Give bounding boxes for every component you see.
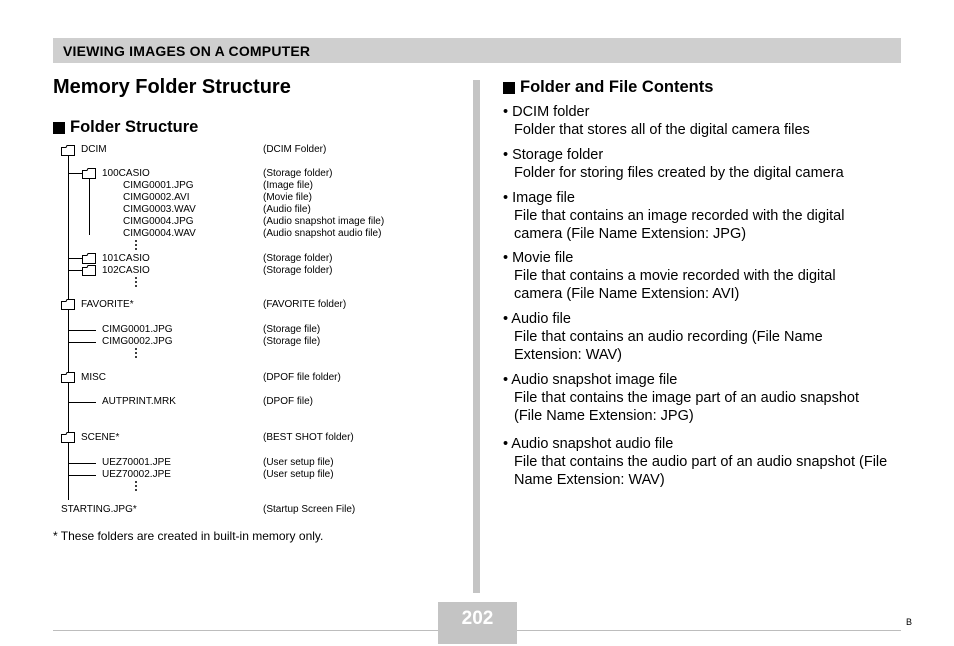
folder-icon bbox=[61, 299, 75, 310]
tree-file-name: CIMG0004.WAV bbox=[123, 228, 196, 239]
tree-file-desc: (User setup file) bbox=[263, 469, 334, 480]
page-number-box bbox=[438, 602, 517, 644]
tree-connector bbox=[68, 475, 96, 476]
tree-file-name: CIMG0001.JPG bbox=[102, 324, 173, 335]
column-divider bbox=[473, 80, 480, 593]
list-item-term: • Audio snapshot audio file bbox=[503, 436, 674, 452]
tree-item-desc: (Storage folder) bbox=[263, 253, 333, 264]
header-bar bbox=[53, 38, 901, 63]
folder-icon bbox=[82, 168, 96, 179]
tree-file-desc: (DPOF file) bbox=[263, 396, 313, 407]
tree-file-desc: (Storage file) bbox=[263, 324, 321, 335]
file-contents-heading bbox=[503, 78, 713, 97]
folder-icon bbox=[61, 372, 75, 383]
ellipsis-dots bbox=[135, 481, 137, 493]
file-contents-title: Folder and File Contents bbox=[520, 78, 714, 96]
list-item bbox=[503, 310, 848, 364]
list-item-term: • DCIM folder bbox=[503, 104, 590, 120]
folder-icon bbox=[82, 253, 96, 264]
header-section-label: VIEWING IMAGES ON A COMPUTER bbox=[63, 43, 311, 59]
tree-connector bbox=[68, 258, 82, 259]
list-item-desc: File that contains an image recorded with the digital camera (File Name Extension: JPG) bbox=[514, 208, 845, 242]
tree-connector bbox=[68, 270, 82, 271]
list-item-desc: File that contains a movie recorded with the digital camera (File Name Extension: AVI) bbox=[514, 268, 836, 302]
tree-file-desc: (User setup file) bbox=[263, 457, 334, 468]
tree-trunk-line bbox=[68, 155, 69, 500]
folder-icon bbox=[61, 145, 75, 156]
corner-letter: B bbox=[906, 617, 913, 627]
list-item-desc: Folder for storing files created by the digital camera bbox=[514, 165, 844, 181]
tree-file-desc: (Audio file) bbox=[263, 204, 311, 215]
folder-structure-heading bbox=[53, 118, 198, 137]
tree-item-name: 101CASIO bbox=[102, 253, 150, 264]
tree-item-name: SCENE* bbox=[81, 432, 120, 443]
tree-file-name: STARTING.JPG* bbox=[61, 504, 137, 515]
page-title: Memory Folder Structure bbox=[53, 76, 291, 98]
list-item-desc: Folder that stores all of the digital camera files bbox=[514, 122, 810, 138]
list-item-term: • Storage folder bbox=[503, 147, 604, 163]
list-item-desc: File that contains an audio recording (File Name Extension: WAV) bbox=[514, 329, 823, 363]
list-item-term: • Audio snapshot image file bbox=[503, 372, 678, 388]
ellipsis-dots bbox=[135, 240, 137, 252]
list-item bbox=[503, 103, 903, 139]
list-item bbox=[503, 146, 903, 182]
list-item bbox=[503, 435, 888, 489]
tree-item-name: FAVORITE* bbox=[81, 299, 134, 310]
tree-file-desc: (Startup Screen File) bbox=[263, 504, 356, 515]
tree-item-desc: (Storage folder) bbox=[263, 168, 333, 179]
tree-connector bbox=[68, 402, 96, 403]
tree-file-name: UEZ70001.JPE bbox=[102, 457, 171, 468]
tree-item-name: 100CASIO bbox=[102, 168, 150, 179]
tree-item-name: DCIM bbox=[81, 144, 107, 155]
tree-file-desc: (Movie file) bbox=[263, 192, 312, 203]
tree-branch-line bbox=[89, 179, 90, 235]
tree-file-name: UEZ70002.JPE bbox=[102, 469, 171, 480]
list-item-term: • Audio file bbox=[503, 311, 571, 327]
square-bullet-icon bbox=[503, 82, 515, 94]
tree-file-desc: (Audio snapshot image file) bbox=[263, 216, 385, 227]
tree-file-name: CIMG0002.AVI bbox=[123, 192, 190, 203]
tree-file-name: AUTPRINT.MRK bbox=[102, 396, 176, 407]
tree-connector bbox=[68, 330, 96, 331]
square-bullet-icon bbox=[53, 122, 65, 134]
tree-file-name: CIMG0004.JPG bbox=[123, 216, 194, 227]
footnote: * These folders are created in built-in memory only. bbox=[53, 529, 324, 543]
tree-file-desc: (Storage file) bbox=[263, 336, 321, 347]
tree-file-desc: (Image file) bbox=[263, 180, 314, 191]
ellipsis-dots bbox=[135, 348, 137, 360]
tree-item-desc: (BEST SHOT folder) bbox=[263, 432, 354, 443]
list-item bbox=[503, 189, 873, 243]
ellipsis-dots bbox=[135, 277, 137, 289]
tree-file-name: CIMG0001.JPG bbox=[123, 180, 194, 191]
list-item-desc: File that contains the audio part of an audio snapshot (File Name Extension: WAV) bbox=[514, 454, 888, 488]
tree-item-desc: (DPOF file folder) bbox=[263, 372, 341, 383]
tree-item-desc: (DCIM Folder) bbox=[263, 144, 327, 155]
tree-item-name: 102CASIO bbox=[102, 265, 150, 276]
tree-item-desc: (Storage folder) bbox=[263, 265, 333, 276]
list-item bbox=[503, 371, 888, 425]
tree-file-name: CIMG0003.WAV bbox=[123, 204, 196, 215]
folder-icon bbox=[61, 432, 75, 443]
folder-structure-title: Folder Structure bbox=[70, 118, 199, 136]
tree-connector bbox=[68, 463, 96, 464]
list-item-term: • Image file bbox=[503, 190, 575, 206]
tree-item-desc: (FAVORITE folder) bbox=[263, 299, 347, 310]
folder-icon bbox=[82, 265, 96, 276]
list-item bbox=[503, 249, 873, 303]
tree-connector bbox=[68, 342, 96, 343]
list-item-term: • Movie file bbox=[503, 250, 574, 266]
page-number: 202 bbox=[461, 608, 494, 629]
tree-file-name: CIMG0002.JPG bbox=[102, 336, 173, 347]
list-item-desc: File that contains the image part of an audio snapshot (File Name Extension: JPG) bbox=[514, 390, 859, 424]
tree-item-name: MISC bbox=[81, 372, 106, 383]
tree-connector bbox=[68, 173, 82, 174]
tree-file-desc: (Audio snapshot audio file) bbox=[263, 228, 382, 239]
